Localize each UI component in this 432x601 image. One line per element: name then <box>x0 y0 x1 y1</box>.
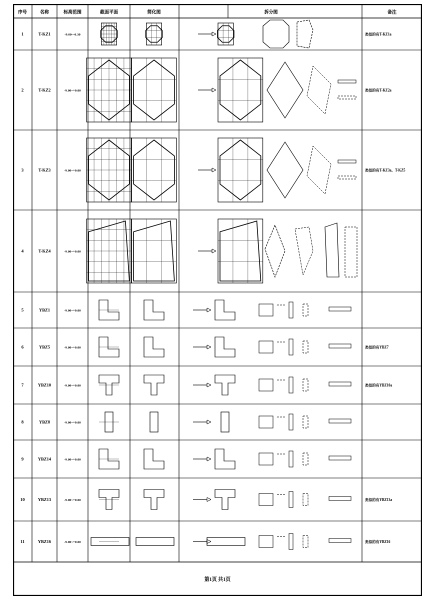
table-row <box>99 375 351 395</box>
row-elevation: -9.00~+0.00 <box>64 540 81 544</box>
row-remark: 类似的有YBZ10a <box>365 383 393 388</box>
table-row <box>87 58 356 122</box>
row-elevation: -9.00~+0.00 <box>64 249 81 254</box>
row-elevation: -9.00~+0.00 <box>64 420 81 425</box>
row-drawing <box>99 300 351 320</box>
row-name: T-KZ4 <box>38 248 51 254</box>
row-no: 4 <box>21 248 24 254</box>
row-no: 3 <box>21 167 24 173</box>
row-elevation: -9.00~+0.00 <box>64 457 81 462</box>
drawing-sheet <box>13 4 422 596</box>
row-no: 7 <box>21 382 24 388</box>
row-remark: 类似的有T-KZ2a <box>365 88 392 93</box>
row-elevation: -9.00~+0.00 <box>64 88 81 93</box>
row-name: T-KZ3 <box>38 167 51 173</box>
row-no: 11 <box>20 539 25 544</box>
row-drawing <box>99 449 351 469</box>
row-name: YBZ13 <box>37 497 52 502</box>
row-drawing <box>87 58 356 122</box>
table-row <box>99 300 351 320</box>
row-no: 8 <box>21 419 24 425</box>
header-no: 序号 <box>18 9 27 15</box>
row-no: 10 <box>20 497 25 502</box>
row-drawing <box>101 20 313 48</box>
table-row <box>99 490 351 510</box>
table-row <box>99 337 351 357</box>
row-elevation: -9.00~+0.00 <box>64 308 81 313</box>
table-row <box>99 412 351 432</box>
row-drawing <box>99 490 351 510</box>
row-name: YBZ8 <box>39 419 50 425</box>
row-drawing <box>87 138 356 202</box>
row-drawing <box>99 375 351 395</box>
row-elevation: -9.00~+0.00 <box>64 345 81 350</box>
row-name: YBZ14 <box>37 456 52 462</box>
table-row <box>101 20 313 48</box>
row-remark: 类似的有T-KZ3a、T-KZ5 <box>365 168 406 173</box>
header-simplified: 简化图 <box>147 9 161 15</box>
row-name: YBZ10 <box>37 382 52 388</box>
header-name: 名称 <box>40 9 49 15</box>
row-no: 5 <box>21 307 24 313</box>
row-remark: 类似的有YBZ13a <box>365 498 393 502</box>
header-elevation: 标高范围 <box>63 9 82 15</box>
row-drawing <box>87 219 357 283</box>
row-elevation: -9.00~-0.30 <box>64 32 81 37</box>
row-remark: 类似的有T-KZ1a <box>365 32 392 37</box>
row-drawing <box>99 337 351 357</box>
row-name: T-KZ2 <box>38 87 51 93</box>
table-row <box>87 138 356 202</box>
row-name: YBZ5 <box>39 344 50 350</box>
row-no: 9 <box>21 456 24 462</box>
header-plan: 截面平面 <box>100 9 118 15</box>
header-remark: 备注 <box>387 9 397 15</box>
page-footer: 第1页 共1页 <box>204 578 231 583</box>
table-row <box>99 449 351 469</box>
row-name: YBZ16 <box>37 539 52 544</box>
row-drawing <box>99 412 351 432</box>
row-elevation: -9.00~+0.00 <box>64 498 81 502</box>
header-split: 拆分图 <box>264 9 278 15</box>
row-elevation: -9.00~+0.00 <box>64 383 81 388</box>
row-name: T-KZ1 <box>38 31 51 37</box>
row-remark: 类似的有YBZ7 <box>365 345 389 350</box>
table-row <box>87 219 357 283</box>
row-no: 1 <box>21 31 24 37</box>
row-remark: 类似的有YBZ16 <box>365 540 391 544</box>
row-no: 2 <box>21 87 24 93</box>
row-name: YBZ1 <box>39 307 50 313</box>
row-no: 6 <box>21 344 24 350</box>
row-elevation: -9.00~+0.00 <box>64 168 81 173</box>
